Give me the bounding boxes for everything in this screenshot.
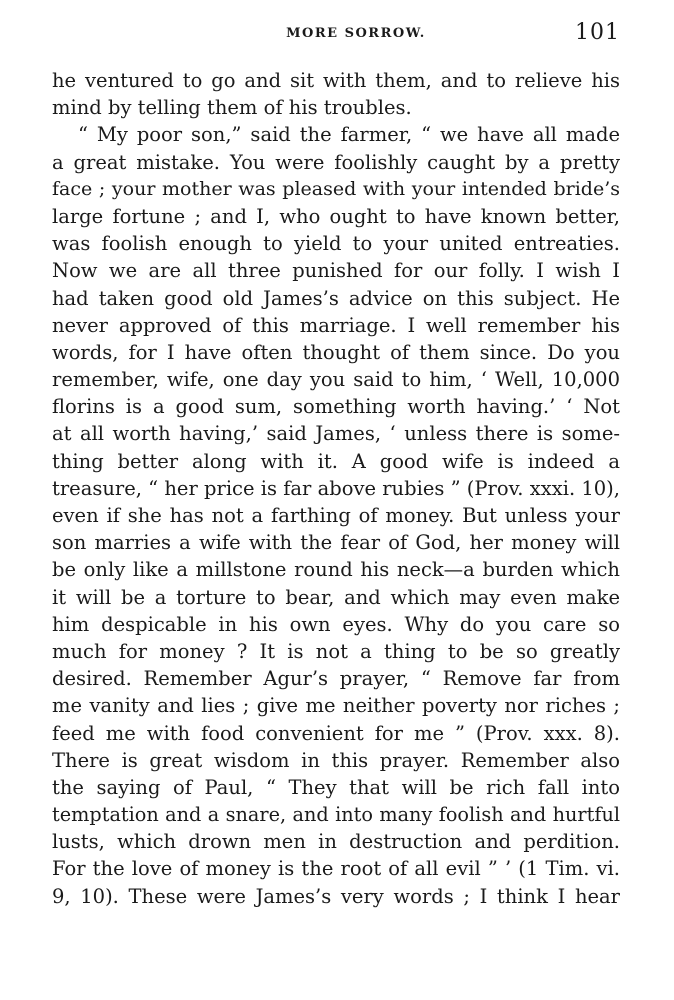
text-line: a great mistake. You were foolishly caught by a pretty [52,150,620,174]
running-title: MORE SORROW. [286,26,426,41]
text-line: he ventured to go and sit with them, and to relieve his [52,69,620,92]
text-line: had taken good old James’s advice on this subject. He [52,286,620,310]
text-line: florins is a good sum, something worth having.’ ‘ Not [52,395,620,419]
text-line: There is great wisdom in this prayer. Remember also [52,748,620,772]
text-line: mind by telling them of his troubles. [52,96,412,120]
text-line: much for money ? It is not a thing to be so greatly [52,639,620,663]
text-line: was foolish enough to yield to your united entreaties. [52,232,620,256]
text-line: For the love of money is the root of all evil ” ’ (1 Tim. vi. [52,857,620,881]
page-number: 101 [575,20,620,45]
text-line: at all worth having,’ said James, ‘ unless there is some- [52,422,620,446]
text-line: him despicable in his own eyes. Why do you care so [52,612,620,636]
page-header [52,22,620,52]
text-line: even if she has not a farthing of money. But unless your [52,504,620,527]
text-line: me vanity and lies ; give me neither poverty nor riches ; [52,694,620,718]
text-line: son marries a wife with the fear of God, her money will [52,531,620,555]
text-line: words, for I have often thought of them since. Do you [52,340,620,364]
text-line: thing better along with it. A good wife is indeed a [52,449,620,473]
text-line: be only like a millstone round his neck—a burden which [52,558,620,582]
text-line: never approved of this marriage. I well remember his [52,313,620,337]
body-text [52,67,620,910]
text-line: feed me with food convenient for me ” (Prov. xxx. 8). [52,721,620,745]
text-line: desired. Remember Agur’s prayer, “ Remove far from [52,667,620,691]
text-line: Now we are all three punished for our folly. I wish I [52,259,620,283]
text-line: 9, 10). These were James’s very words ; I think I hear [52,884,620,908]
text-line: “ My poor son,” said the farmer, “ we have all made [78,123,620,147]
text-line: temptation and a snare, and into many foolish and hurtful [52,803,620,827]
text-line: the saying of Paul, “ They that will be rich fall into [52,775,620,799]
text-line: treasure, “ her price is far above rubies ” (Prov. xxxi. 10), [52,476,620,500]
text-line: remember, wife, one day you said to him, ‘ Well, 10,000 [52,368,620,392]
text-line: face ; your mother was pleased with your intended bride’s [52,177,620,200]
text-line: large fortune ; and I, who ought to have known better, [52,204,620,228]
text-line: it will be a torture to bear, and which may even make [52,585,620,609]
text-line: lusts, which drown men in destruction and perdition. [52,830,620,854]
